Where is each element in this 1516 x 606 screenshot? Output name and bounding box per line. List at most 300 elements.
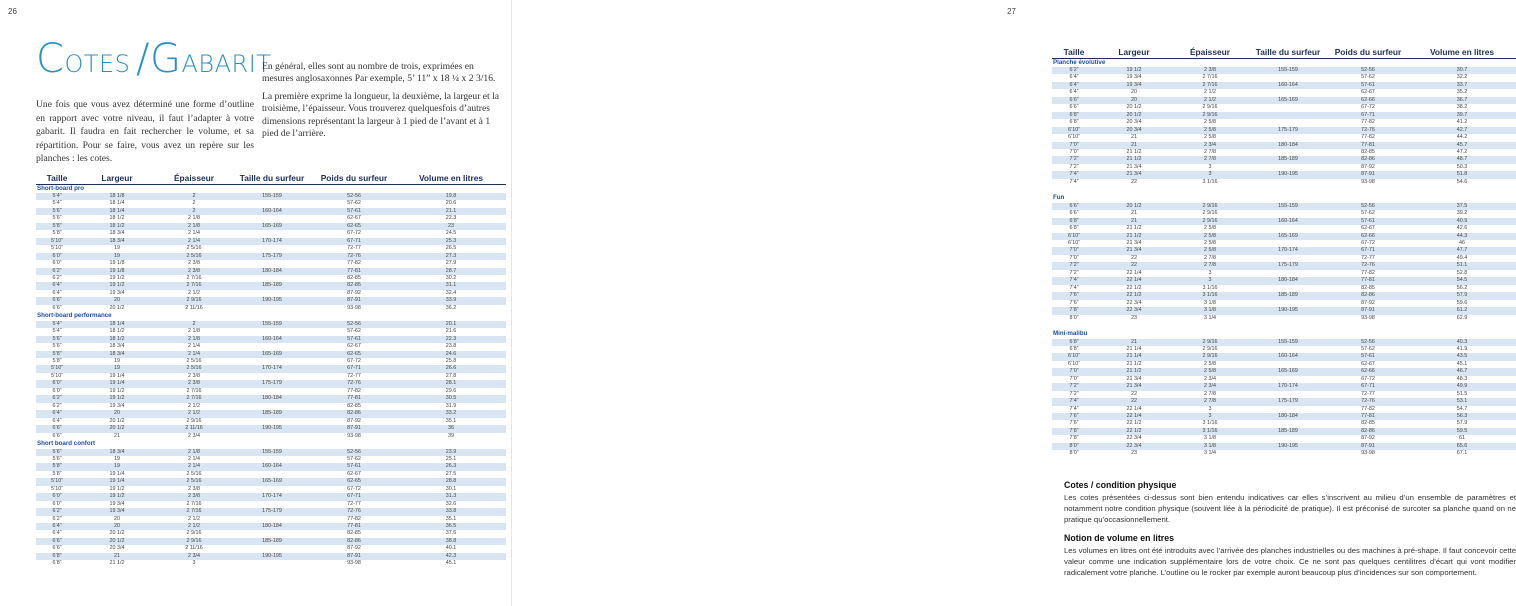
- table-cell: 36.5: [396, 523, 506, 530]
- table-cell: 2 7/16: [186, 387, 202, 394]
- table-cell: 62-67: [347, 470, 361, 477]
- table-cell: 77-82: [1361, 269, 1375, 276]
- table-cell: 5’8”: [36, 223, 78, 230]
- table-cell: 170-174: [1248, 383, 1328, 390]
- table-cell: [232, 545, 312, 552]
- table-cell: 2 7/16: [156, 395, 232, 402]
- table-cell: 6’4”: [1069, 89, 1079, 96]
- table-cell: 40.3: [1408, 339, 1516, 346]
- table-cell: 57-61: [1328, 218, 1408, 225]
- table-cell: 77-81: [1328, 142, 1408, 149]
- table-cell: [1248, 285, 1328, 292]
- table-cell: 2 9/16: [186, 417, 202, 424]
- table-row: [1052, 413, 1516, 420]
- table-cell: 25.3: [396, 238, 506, 245]
- table-cell: 3 1/8: [1172, 307, 1248, 314]
- table-cell: 87-92: [347, 417, 361, 424]
- table-cell: 6’2”: [1052, 67, 1096, 74]
- table-cell: 67.1: [1456, 450, 1468, 457]
- table-cell: 2 1/2: [156, 410, 232, 417]
- table-cell: 5’6”: [36, 449, 78, 456]
- title-rest-1: OTES: [64, 50, 131, 78]
- table-cell: [1248, 450, 1328, 457]
- section-row: [1052, 330, 1516, 339]
- table-cell: 41.9: [1456, 345, 1468, 352]
- table-cell: [232, 501, 312, 508]
- table-cell: 19: [78, 365, 156, 372]
- table-cell: 32.4: [445, 289, 457, 296]
- table-cell: 32.2: [1456, 74, 1468, 81]
- table-cell: 185-189: [1248, 156, 1328, 163]
- table-cell: 7’0”: [1052, 368, 1096, 375]
- table-cell: 22: [1131, 390, 1137, 397]
- table-cell: 22 1/4: [1126, 269, 1142, 276]
- table-cell: 20 3/4: [1096, 127, 1172, 134]
- table-cell: 5’10”: [51, 485, 63, 492]
- table-row: [36, 501, 506, 508]
- table-cell: [1248, 346, 1328, 353]
- table-cell: 23: [396, 223, 506, 230]
- table-cell: 2 5/16: [156, 253, 232, 260]
- table-cell: 6’0”: [36, 493, 78, 500]
- table-cell: 18 3/4: [109, 343, 125, 350]
- table-row: [1052, 361, 1516, 368]
- table-cell: 6’2”: [52, 274, 62, 281]
- table-cell: 72-76: [312, 380, 396, 387]
- table-cell: 59.6: [1456, 299, 1468, 306]
- table-row: [1052, 346, 1516, 353]
- table-cell: 61: [1459, 435, 1465, 442]
- table-cell: 67-71: [312, 365, 396, 372]
- table-cell: 19 1/2: [78, 493, 156, 500]
- section-title: Planche évolutive: [1052, 58, 1516, 67]
- table-cell: 21: [114, 432, 120, 439]
- gap-cell: [1052, 322, 1516, 330]
- table-cell: 2 9/16: [156, 297, 232, 304]
- table-cell: 57-61: [1328, 353, 1408, 360]
- table-cell: 2 5/16: [156, 365, 232, 372]
- table-cell: 22 1/2: [1126, 420, 1142, 427]
- table-cell: 46: [1459, 240, 1465, 247]
- table-cell: 2 1/4: [156, 351, 232, 358]
- table-cell: 23.9: [396, 449, 506, 456]
- table-row: [36, 365, 506, 372]
- table-cell: 57-62: [347, 455, 361, 462]
- table-row: [1052, 218, 1516, 225]
- table-cell: 39.7: [1408, 112, 1516, 119]
- table-cell: 2 9/16: [1172, 112, 1248, 119]
- table-row: [1052, 406, 1516, 413]
- table-cell: 52-56: [312, 321, 396, 328]
- table-cell: 19 1/4: [78, 380, 156, 387]
- table-cell: 2 5/16: [186, 245, 202, 252]
- table-cell: 2 1/8: [188, 215, 200, 222]
- table-row: [36, 463, 506, 470]
- table-cell: 72-76: [312, 508, 396, 515]
- table-row: [36, 545, 506, 552]
- table-cell: 5’8”: [52, 358, 62, 365]
- table-cell: 36.7: [1408, 97, 1516, 104]
- table-cell: 72-76: [312, 253, 396, 260]
- table-cell: 21.6: [445, 328, 457, 335]
- table-cell: 2 1/2: [188, 289, 200, 296]
- table-cell: 6’4”: [52, 530, 62, 537]
- table-cell: 175-179: [232, 380, 312, 387]
- table-cell: 22 1/2: [1126, 284, 1142, 291]
- table-cell: 7’0”: [1069, 148, 1079, 155]
- table-cell: 62-67: [347, 215, 361, 222]
- column-header: Volume en litres: [396, 172, 506, 184]
- table-cell: [232, 215, 312, 222]
- table-cell: 2 9/16: [1172, 203, 1248, 210]
- table-cell: 8’0”: [1069, 314, 1079, 321]
- table-row: [36, 268, 506, 275]
- table-row: [1052, 112, 1516, 119]
- table-row: [1052, 292, 1516, 299]
- table-row: [36, 193, 506, 200]
- table-cell: 5’10”: [36, 365, 78, 372]
- table-cell: 2 5/8: [1172, 233, 1248, 240]
- table-cell: 72-76: [1328, 262, 1408, 269]
- table-cell: 6’2”: [36, 395, 78, 402]
- table-cell: 175-179: [1248, 127, 1328, 134]
- table-cell: 5’4”: [36, 193, 78, 200]
- table-cell: 18 1/4: [78, 208, 156, 215]
- table-row: [36, 433, 506, 440]
- table-cell: 28.8: [396, 478, 506, 485]
- table-cell: 77-82: [1361, 134, 1375, 141]
- table-row: [1052, 353, 1516, 360]
- table-cell: 6’6”: [52, 545, 62, 552]
- table-row: [36, 351, 506, 358]
- table-cell: 33.9: [396, 297, 506, 304]
- table-cell: [232, 358, 312, 365]
- table-cell: 5’10”: [36, 478, 78, 485]
- table-cell: 2 3/8: [156, 268, 232, 275]
- table-cell: [232, 290, 312, 297]
- table-cell: 40.9: [1408, 218, 1516, 225]
- table-cell: 2 9/16: [156, 538, 232, 545]
- note-heading: Cotes / condition physique: [1064, 480, 1177, 490]
- table-cell: 7’2”: [1052, 383, 1096, 390]
- table-cell: 20.6: [445, 200, 457, 207]
- table-cell: 7’0”: [1052, 142, 1096, 149]
- table-row: [1052, 450, 1516, 457]
- table-cell: 155-159: [232, 193, 312, 200]
- table-cell: 22.3: [445, 215, 457, 222]
- table-cell: 82-86: [312, 410, 396, 417]
- table-cell: 72-77: [1361, 254, 1375, 261]
- table-cell: 180-184: [232, 395, 312, 402]
- table-cell: 3 1/4: [1204, 314, 1216, 321]
- table-cell: [232, 530, 312, 537]
- table-cell: 2 3/8: [156, 493, 232, 500]
- table-cell: 2 1/2: [188, 402, 200, 409]
- table-cell: 2 5/8: [1204, 225, 1216, 232]
- table-cell: 53.1: [1408, 398, 1516, 405]
- table-row: [36, 305, 506, 312]
- table-cell: [1248, 255, 1328, 262]
- table-cell: [232, 433, 312, 440]
- table-row: [36, 493, 506, 500]
- table-cell: 20 3/4: [1126, 119, 1142, 126]
- section-gap: [1052, 322, 1516, 330]
- section-row: [1052, 58, 1516, 67]
- table-cell: 185-189: [1248, 428, 1328, 435]
- table-cell: 62-65: [312, 223, 396, 230]
- table-cell: 31.3: [396, 493, 506, 500]
- table-cell: 21 1/2: [1096, 156, 1172, 163]
- table-cell: 2 1/4: [156, 463, 232, 470]
- table-cell: 8’0”: [1052, 443, 1096, 450]
- table-cell: 6’4”: [1052, 82, 1096, 89]
- table-cell: [232, 373, 312, 380]
- table-cell: 19: [78, 463, 156, 470]
- table-cell: 19 3/4: [109, 500, 125, 507]
- table-cell: [1248, 74, 1328, 81]
- table-cell: [1248, 420, 1328, 427]
- table-cell: 7’2”: [1069, 269, 1079, 276]
- table-cell: 180-184: [232, 268, 312, 275]
- table-row: [36, 508, 506, 515]
- table-cell: 30.5: [396, 395, 506, 402]
- table-cell: 21 3/4: [1126, 375, 1142, 382]
- table-cell: 8’0”: [1069, 450, 1079, 457]
- table-cell: 45.1: [1456, 360, 1468, 367]
- table-cell: 39.2: [1456, 210, 1468, 217]
- table-cell: 185-189: [232, 538, 312, 545]
- table-cell: 22 3/4: [1126, 299, 1142, 306]
- table-cell: 3: [1172, 413, 1248, 420]
- table-cell: 20: [1131, 89, 1137, 96]
- table-cell: 2 5/8: [1172, 368, 1248, 375]
- table-cell: 7’8”: [1052, 428, 1096, 435]
- title-slash: /: [135, 36, 150, 82]
- gap-cell: [1052, 186, 1516, 194]
- table-cell: 21: [78, 553, 156, 560]
- table-cell: 6’2”: [36, 508, 78, 515]
- table-cell: 67-72: [347, 358, 361, 365]
- table-cell: 65.6: [1408, 443, 1516, 450]
- table-cell: 72-77: [347, 500, 361, 507]
- table-cell: 62.9: [1456, 314, 1468, 321]
- table-cell: 82-85: [1361, 284, 1375, 291]
- table-cell: [1248, 315, 1328, 322]
- table-cell: 21: [1096, 339, 1172, 346]
- table-cell: 57-62: [1361, 345, 1375, 352]
- table-cell: 77-82: [1361, 405, 1375, 412]
- table-cell: 2 9/16: [186, 530, 202, 537]
- table-cell: [1248, 104, 1328, 111]
- table-cell: 6’6”: [36, 538, 78, 545]
- table-row: [36, 336, 506, 343]
- table-cell: 2: [156, 208, 232, 215]
- table-cell: [232, 343, 312, 350]
- table-row: [36, 290, 506, 297]
- table-cell: 5’10”: [51, 372, 63, 379]
- table-row: [1052, 149, 1516, 156]
- table-row: [1052, 285, 1516, 292]
- table-cell: 2: [156, 193, 232, 200]
- table-row: [1052, 127, 1516, 134]
- table-cell: 2 3/8: [188, 260, 200, 267]
- table-cell: 165-169: [1248, 97, 1328, 104]
- table-cell: 190-195: [1248, 443, 1328, 450]
- table-cell: 19: [114, 245, 120, 252]
- table-cell: 19 3/4: [109, 289, 125, 296]
- table-cell: 22: [1131, 178, 1137, 185]
- table-cell: 170-174: [1248, 247, 1328, 254]
- table-row: [36, 410, 506, 417]
- table-cell: [232, 230, 312, 237]
- table-cell: 5’6”: [52, 215, 62, 222]
- table-cell: 6’0”: [36, 253, 78, 260]
- table-cell: 93-98: [347, 432, 361, 439]
- table-cell: 2 1/4: [188, 230, 200, 237]
- table-cell: 2 1/2: [1204, 89, 1216, 96]
- table-cell: 6’6”: [36, 297, 78, 304]
- table-cell: 180-184: [1248, 413, 1328, 420]
- table-cell: 82-85: [347, 530, 361, 537]
- table-cell: 35.1: [445, 417, 457, 424]
- table-row: [1052, 368, 1516, 375]
- table-cell: 3 1/8: [1204, 299, 1216, 306]
- table-row: [36, 486, 506, 493]
- table-cell: 3 1/16: [1172, 428, 1248, 435]
- table-cell: 5’10”: [36, 238, 78, 245]
- table-cell: 21 1/2: [1096, 368, 1172, 375]
- table-row: [1052, 171, 1516, 178]
- table-cell: 57.9: [1456, 420, 1468, 427]
- table-cell: 21 1/2: [1126, 360, 1142, 367]
- table-row: [1052, 89, 1516, 96]
- table-cell: 21 1/4: [1096, 353, 1172, 360]
- title-letter-g: G: [149, 36, 182, 82]
- table-cell: 42.7: [1408, 127, 1516, 134]
- table-cell: 5’6”: [36, 208, 78, 215]
- table-cell: 20 3/4: [109, 545, 125, 552]
- table-cell: 39: [448, 432, 454, 439]
- table-row: [1052, 428, 1516, 435]
- intro-paragraph: En général, elles sont au nombre de trois, exprimées en mesures anglosaxonnes Par exemple, 5’ 11” x 18 ¼ x 2 3/16.: [262, 61, 496, 85]
- table-cell: 57-61: [1328, 82, 1408, 89]
- table-cell: 51.1: [1408, 262, 1516, 269]
- table-cell: 28.7: [396, 268, 506, 275]
- table-cell: 160-164: [1248, 82, 1328, 89]
- table-cell: [1248, 210, 1328, 217]
- table-cell: 30.1: [445, 485, 457, 492]
- table-cell: 5’10”: [51, 245, 63, 252]
- table-cell: 6’8”: [1052, 112, 1096, 119]
- table-cell: 72-77: [347, 245, 361, 252]
- table-cell: 5’4”: [52, 200, 62, 207]
- table-cell: 19 1/4: [109, 470, 125, 477]
- table-cell: 26.5: [445, 245, 457, 252]
- table-cell: 21 3/4: [1096, 171, 1172, 178]
- table-cell: 2 11/16: [185, 545, 203, 552]
- table-cell: [1248, 149, 1328, 156]
- table-cell: 7’8”: [1052, 307, 1096, 314]
- table-cell: 56.2: [1456, 284, 1468, 291]
- table-cell: 20: [1096, 97, 1172, 104]
- table-row: [36, 553, 506, 560]
- table-cell: 19 1/2: [109, 387, 125, 394]
- table-cell: 18 1/4: [109, 200, 125, 207]
- table-cell: 19 1/2: [109, 485, 125, 492]
- table-cell: [232, 486, 312, 493]
- table-cell: 2 3/4: [1204, 375, 1216, 382]
- table-cell: 3 1/8: [1172, 443, 1248, 450]
- table-cell: 57.9: [1408, 292, 1516, 299]
- table-cell: 36: [396, 425, 506, 432]
- table-cell: [232, 403, 312, 410]
- table-cell: 82-86: [312, 538, 396, 545]
- table-cell: 2 5/8: [1172, 127, 1248, 134]
- table-cell: 57-61: [312, 463, 396, 470]
- table-row: [36, 478, 506, 485]
- table-cell: 2 3/4: [188, 432, 200, 439]
- table-row: [1052, 82, 1516, 89]
- column-header: Taille du surfeur: [232, 172, 312, 184]
- note-text: Les volumes en litres ont été introduits avec l’arrivée des planches industrielles ou des machines à pré-shape. Il faut concevoir cette valeur comme une indication supplémentaire lors de votre choix. Ce ne sont pas quelques centilitres d’écart qui vont modifier radicalement votre planche. L’outline ou le rocker par exemple auront beaucoup plus d’incidences sur son comportement.: [1064, 546, 1516, 577]
- title-rest-2: ABARIT: [181, 50, 272, 78]
- table-cell: 51.8: [1408, 171, 1516, 178]
- table-cell: 19 1/2: [78, 282, 156, 289]
- table-cell: 2 7/16: [156, 508, 232, 515]
- table-cell: 22 1/4: [1096, 413, 1172, 420]
- section-row: [36, 184, 506, 193]
- table-cell: 26.3: [396, 463, 506, 470]
- table-cell: 6’6”: [1052, 97, 1096, 104]
- table-cell: 18 3/4: [109, 230, 125, 237]
- table-cell: 22 3/4: [1126, 435, 1142, 442]
- table-row: [1052, 315, 1516, 322]
- table-cell: 77-81: [312, 395, 396, 402]
- table-cell: 62-65: [312, 351, 396, 358]
- table-cell: 72-76: [1328, 398, 1408, 405]
- table-cell: 82-85: [347, 274, 361, 281]
- table-cell: 2 3/8: [188, 372, 200, 379]
- table-cell: 2 7/16: [186, 500, 202, 507]
- column-header: Épaisseur: [156, 172, 232, 184]
- table-cell: [232, 305, 312, 312]
- table-cell: 72-77: [1361, 390, 1375, 397]
- table-cell: 2 5/16: [186, 470, 202, 477]
- table-cell: 21 1/2: [1126, 148, 1142, 155]
- table-cell: 27.5: [445, 470, 457, 477]
- table-cell: [232, 418, 312, 425]
- table-cell: 22 3/4: [1096, 307, 1172, 314]
- column-header: Poids du surfeur: [312, 172, 396, 184]
- table-cell: 6’10”: [1052, 233, 1096, 240]
- table-cell: 3 1/16: [1172, 292, 1248, 299]
- table-cell: 20 1/2: [109, 417, 125, 424]
- table-cell: 2 3/8: [188, 485, 200, 492]
- table-cell: 27.9: [445, 260, 457, 267]
- table-cell: [1248, 134, 1328, 141]
- table-cell: 6’0”: [52, 260, 62, 267]
- table-row: [36, 380, 506, 387]
- table-cell: [1248, 361, 1328, 368]
- table-cell: 29.6: [445, 387, 457, 394]
- table-cell: 6’4”: [36, 410, 78, 417]
- table-cell: 6’6”: [52, 304, 62, 311]
- table-cell: 93-98: [1361, 314, 1375, 321]
- table-cell: 77-82: [347, 515, 361, 522]
- table-cell: 6’8”: [1069, 345, 1079, 352]
- table-row: [1052, 225, 1516, 232]
- table-cell: 20 1/2: [78, 425, 156, 432]
